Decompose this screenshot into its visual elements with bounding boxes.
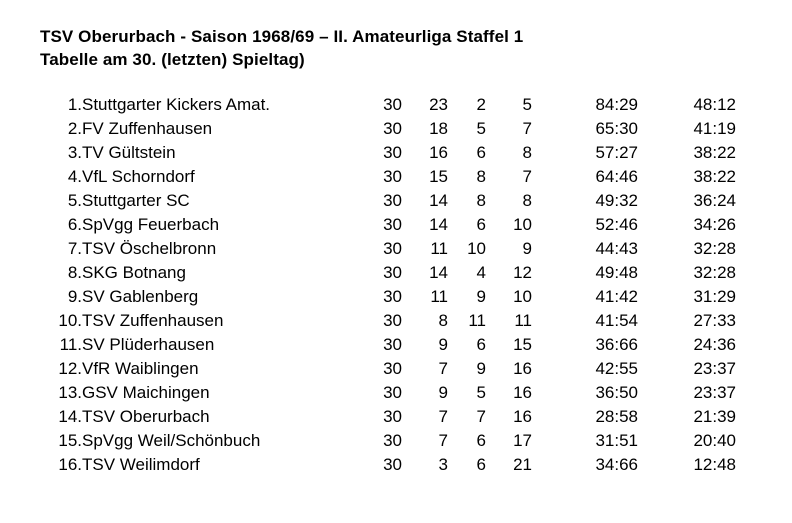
cell-team: TV Gültstein — [82, 143, 176, 163]
table-row — [52, 309, 736, 333]
cell-team: SV Plüderhausen — [82, 335, 215, 355]
cell-team: FV Zuffenhausen — [82, 119, 213, 139]
cell-goals: 57:27 — [595, 143, 638, 163]
cell-won: 16 — [429, 143, 448, 163]
cell-team: VfL Schorndorf — [82, 167, 195, 187]
cell-goals: 52:46 — [595, 215, 638, 235]
cell-won: 7 — [438, 407, 448, 427]
table-row — [52, 405, 736, 429]
cell-drawn: 4 — [476, 263, 486, 283]
cell-points: 41:19 — [693, 119, 736, 139]
title-line-2: Tabelle am 30. (letzten) Spieltag) — [40, 49, 305, 69]
cell-goals: 49:48 — [595, 263, 638, 283]
cell-team: TSV Öschelbronn — [82, 239, 217, 259]
table-row — [52, 189, 736, 213]
table-row — [52, 237, 736, 261]
cell-points: 21:39 — [693, 407, 736, 427]
cell-rank: 5. — [67, 191, 82, 211]
cell-points: 24:36 — [693, 335, 736, 355]
cell-points: 32:28 — [693, 239, 736, 259]
cell-won: 14 — [429, 191, 448, 211]
cell-team: TSV Zuffenhausen — [82, 311, 224, 331]
cell-lost: 8 — [522, 191, 532, 211]
cell-rank: 16. — [58, 455, 82, 475]
cell-won: 11 — [430, 287, 448, 307]
cell-rank: 3. — [67, 143, 82, 163]
cell-lost: 21 — [513, 455, 532, 475]
cell-played: 30 — [383, 143, 402, 163]
cell-played: 30 — [383, 359, 402, 379]
cell-played: 30 — [383, 167, 402, 187]
cell-played: 30 — [383, 239, 402, 259]
cell-points: 12:48 — [693, 455, 736, 475]
cell-played: 30 — [383, 287, 402, 307]
table-row — [52, 285, 736, 309]
cell-won: 9 — [438, 383, 448, 403]
cell-lost: 11 — [514, 311, 532, 331]
cell-played: 30 — [383, 335, 402, 355]
cell-drawn: 11 — [468, 311, 486, 331]
cell-goals: 31:51 — [595, 431, 638, 451]
cell-points: 32:28 — [693, 263, 736, 283]
cell-goals: 34:66 — [595, 455, 638, 475]
cell-team: SpVgg Feuerbach — [82, 215, 220, 235]
cell-lost: 7 — [522, 167, 532, 187]
cell-drawn: 10 — [467, 239, 486, 259]
cell-drawn: 2 — [476, 95, 486, 115]
cell-goals: 64:46 — [595, 167, 638, 187]
cell-team: SV Gablenberg — [82, 287, 199, 307]
cell-points: 38:22 — [693, 167, 736, 187]
cell-team: Stuttgarter SC — [82, 191, 190, 211]
cell-drawn: 6 — [476, 431, 486, 451]
cell-won: 15 — [429, 167, 448, 187]
cell-team: GSV Maichingen — [82, 383, 210, 403]
cell-lost: 8 — [522, 143, 532, 163]
cell-lost: 7 — [522, 119, 532, 139]
cell-rank: 11. — [59, 335, 82, 355]
cell-won: 3 — [438, 455, 448, 475]
table-row — [52, 381, 736, 405]
cell-won: 14 — [429, 215, 448, 235]
cell-drawn: 8 — [476, 191, 486, 211]
cell-goals: 65:30 — [595, 119, 638, 139]
cell-drawn: 5 — [476, 119, 486, 139]
page-title — [40, 26, 772, 71]
cell-goals: 36:66 — [595, 335, 638, 355]
table-row — [52, 117, 736, 141]
cell-team: Stuttgarter Kickers Amat. — [82, 95, 271, 115]
cell-goals: 28:58 — [595, 407, 638, 427]
cell-goals: 36:50 — [595, 383, 638, 403]
cell-drawn: 9 — [476, 359, 486, 379]
cell-points: 23:37 — [693, 359, 736, 379]
cell-team: TSV Weilimdorf — [82, 455, 200, 475]
standings-table — [52, 93, 736, 477]
cell-team: SKG Botnang — [82, 263, 186, 283]
title-line-1: TSV Oberurbach - Saison 1968/69 – II. Amateurliga Staffel 1 — [40, 27, 524, 46]
table-row — [52, 213, 736, 237]
cell-played: 30 — [383, 215, 402, 235]
cell-drawn: 9 — [476, 287, 486, 307]
cell-won: 8 — [438, 311, 448, 331]
cell-lost: 10 — [513, 215, 532, 235]
cell-won: 9 — [438, 335, 448, 355]
cell-drawn: 6 — [476, 455, 486, 475]
cell-played: 30 — [383, 311, 402, 331]
cell-rank: 15. — [58, 431, 82, 451]
table-row — [52, 261, 736, 285]
cell-points: 27:33 — [693, 311, 736, 331]
cell-won: 23 — [429, 95, 448, 115]
cell-drawn: 6 — [476, 143, 486, 163]
cell-goals: 49:32 — [595, 191, 638, 211]
cell-played: 30 — [383, 455, 402, 475]
cell-rank: 7. — [67, 239, 82, 259]
table-row — [52, 141, 736, 165]
cell-lost: 12 — [513, 263, 532, 283]
cell-goals: 41:42 — [595, 287, 638, 307]
cell-rank: 9. — [67, 287, 82, 307]
cell-won: 11 — [430, 239, 448, 259]
cell-won: 18 — [429, 119, 448, 139]
cell-played: 30 — [383, 383, 402, 403]
table-row — [52, 333, 736, 357]
cell-lost: 10 — [513, 287, 532, 307]
cell-rank: 13. — [58, 383, 82, 403]
cell-team: TSV Oberurbach — [82, 407, 210, 427]
cell-won: 7 — [438, 359, 448, 379]
standings-table-body — [52, 93, 736, 477]
cell-drawn: 6 — [476, 215, 486, 235]
table-row — [52, 453, 736, 477]
cell-played: 30 — [383, 191, 402, 211]
cell-lost: 16 — [513, 359, 532, 379]
cell-lost: 16 — [513, 407, 532, 427]
cell-rank: 6. — [67, 215, 82, 235]
cell-points: 23:37 — [693, 383, 736, 403]
cell-drawn: 6 — [476, 335, 486, 355]
table-row — [52, 357, 736, 381]
cell-rank: 14. — [58, 407, 82, 427]
cell-rank: 12. — [58, 359, 82, 379]
cell-won: 7 — [438, 431, 448, 451]
cell-points: 34:26 — [693, 215, 736, 235]
cell-rank: 8. — [67, 263, 82, 283]
cell-goals: 42:55 — [595, 359, 638, 379]
table-row — [52, 429, 736, 453]
cell-drawn: 7 — [476, 407, 486, 427]
cell-goals: 44:43 — [595, 239, 638, 259]
cell-lost: 16 — [513, 383, 532, 403]
cell-played: 30 — [383, 407, 402, 427]
cell-team: SpVgg Weil/Schönbuch — [82, 431, 261, 451]
cell-rank: 1. — [67, 95, 82, 115]
cell-drawn: 5 — [476, 383, 486, 403]
cell-points: 48:12 — [693, 95, 736, 115]
cell-lost: 17 — [513, 431, 532, 451]
cell-points: 20:40 — [693, 431, 736, 451]
cell-points: 38:22 — [693, 143, 736, 163]
cell-rank: 2. — [67, 119, 82, 139]
cell-played: 30 — [383, 119, 402, 139]
table-row — [52, 165, 736, 189]
cell-drawn: 8 — [476, 167, 486, 187]
cell-rank: 4. — [67, 167, 82, 187]
cell-goals: 41:54 — [595, 311, 638, 331]
cell-lost: 5 — [522, 95, 532, 115]
cell-played: 30 — [383, 95, 402, 115]
cell-points: 31:29 — [693, 287, 736, 307]
cell-team: VfR Waiblingen — [82, 359, 199, 379]
cell-played: 30 — [383, 263, 402, 283]
cell-rank: 10. — [58, 311, 82, 331]
cell-won: 14 — [429, 263, 448, 283]
cell-lost: 9 — [522, 239, 532, 259]
cell-points: 36:24 — [693, 191, 736, 211]
cell-played: 30 — [383, 431, 402, 451]
cell-lost: 15 — [513, 335, 532, 355]
table-row — [52, 93, 736, 117]
cell-goals: 84:29 — [595, 95, 638, 115]
